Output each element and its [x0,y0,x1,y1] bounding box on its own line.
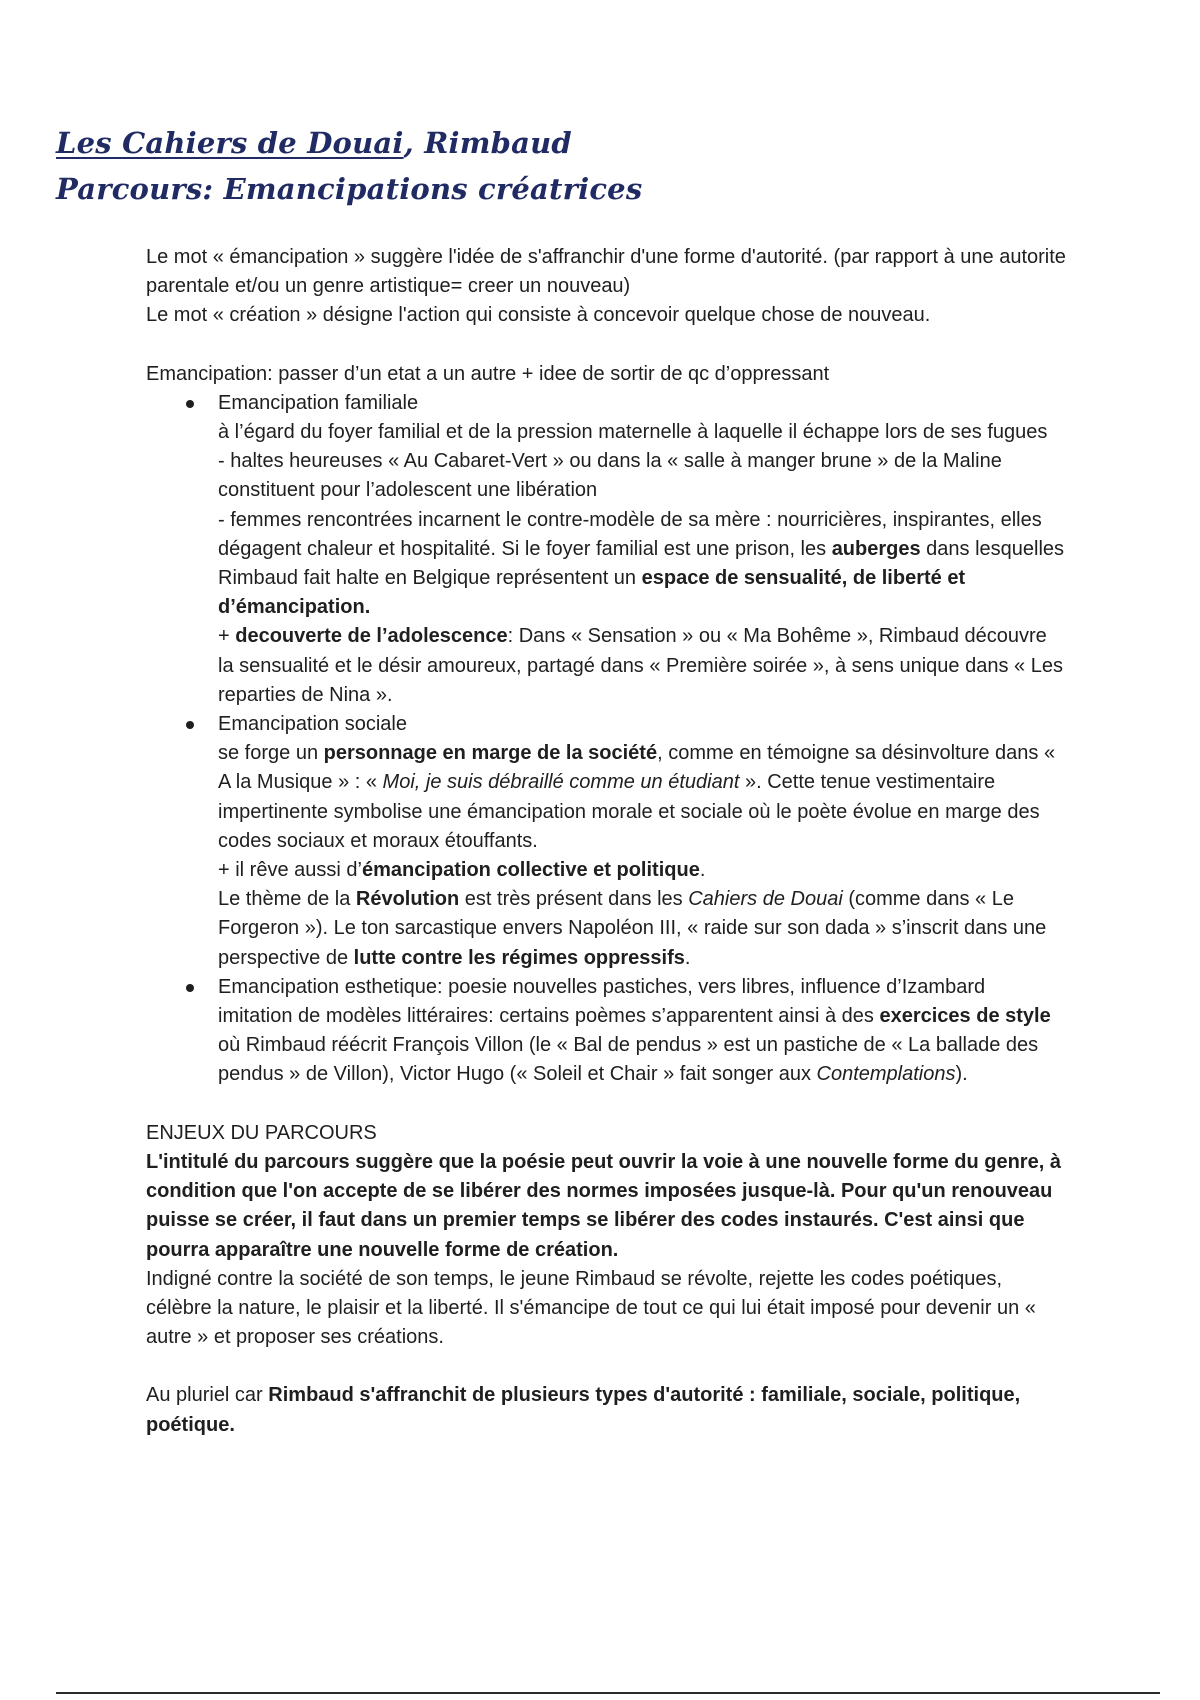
list-item-esthetique [146,973,1066,1090]
bullet-icon [186,721,194,729]
familiale-line-4: + decouverte de l’adolescence: Dans « Sensation » ou « Ma Bohême », Rimbaud découvre la sensualité et le désir amoureux, partagé dans « Première soirée », à sens unique dans « Les reparties de Nina ». [218,625,1063,706]
document-subtitle: Parcours: Emancipations créatrices [56,172,643,206]
bullet-icon [186,400,194,408]
title-underlined: Les Cahiers de Douai [56,126,404,160]
familiale-line-2: - haltes heureuses « Au Cabaret-Vert » ou dans la « salle à manger brune » de la Maline constituent pour l’adolescent une libération [218,450,1002,502]
familiale-line-1: à l’égard du foyer familial et de la pression maternelle à laquelle il échappe lors de ses fugues [218,421,1048,444]
list-item-sociale [146,710,1066,973]
document-title [56,126,572,160]
familiale-line-3: - femmes rencontrées incarnent le contre-modèle de sa mère : nourricières, inspirantes, elles dégagent chaleur et hospitalité. Si le foyer familial est une prison, les auberges dans lesquelles Rimbaud fait halte en Belgique représentent un espace de sensualité, de liberté et d’émancipation. [218,508,1065,619]
document-body [146,243,1066,1440]
enjeux-paragraph: Indigné contre la société de son temps, le jeune Rimbaud se révolte, rejette les codes poétiques, célèbre la nature, le plaisir et la liberté. Il s'émancipe de tout ce qui lui était imposé pour devenir un « autre » et proposer ses créations. [146,1267,1036,1349]
sociale-line-3: Le thème de la Révolution est très présent dans les Cahiers de Douai (comme dans « Le Forgeron »). Le ton sarcastique envers Napoléon III, « raide sur son dada » s’inscrit dans une perspective de lutte contre les régimes oppressifs. [218,888,1047,969]
intro-emancipation: Le mot « émancipation » suggère l'idée de s'affranchir d'une forme d'autorité. (par rapport à une autorite parentale et/ou un genre artistique= creer un nouveau) [146,246,1066,298]
esthetique-heading: Emancipation esthetique: poesie nouvelles pastiches, vers libres, influence d’Izambard [218,975,986,998]
list-item-familiale [146,389,1066,710]
intro-definition: Emancipation: passer d’un etat a un autre + idee de sortir de qc d’oppressant [146,362,830,385]
enjeux-pluriel: Au pluriel car Rimbaud s'affranchit de plusieurs types d'autorité : familiale, sociale, politique, poétique. [146,1384,1021,1436]
bullet-icon [186,984,194,992]
sociale-line-1: se forge un personnage en marge de la société, comme en témoigne sa désinvolture dans « A la Musique » : « Moi, je suis débraillé comme un étudiant ». Cette tenue vestimentaire impertinente symbolise une émancipation morale et sociale où le poète évolue en marge des codes sociaux et moraux étouffants. [218,742,1056,852]
footer-divider [56,1692,1160,1694]
title-author: , Rimbaud [403,126,572,160]
familiale-heading: Emancipation familiale [218,391,419,414]
emancipation-list [146,389,1066,1090]
esthetique-line-1: imitation de modèles littéraires: certains poèmes s’apparentent ainsi à des exercices de style où Rimbaud réécrit François Villon (le « Bal de pendus » est un pastiche de « La ballade des pendus » de Villon), Victor Hugo (« Soleil et Chair » fait songer aux Contemplations). [218,1005,1051,1086]
intro-creation: Le mot « création » désigne l'action qui consiste à concevoir quelque chose de nouveau. [146,304,931,327]
enjeux-bold-paragraph: L'intitulé du parcours suggère que la poésie peut ouvrir la voie à une nouvelle forme du genre, à condition que l'on accepte de se libérer des normes imposées jusque-là. Pour qu'un renouveau puisse se créer, il faut dans un premier temps se libérer des codes instaurés. C'est ainsi que pourra apparaître une nouvelle forme de création. [146,1150,1061,1261]
enjeux-heading: ENJEUX DU PARCOURS [146,1121,377,1144]
sociale-line-2: + il rêve aussi d’émancipation collective et politique. [218,859,706,882]
sociale-heading: Emancipation sociale [218,713,407,736]
